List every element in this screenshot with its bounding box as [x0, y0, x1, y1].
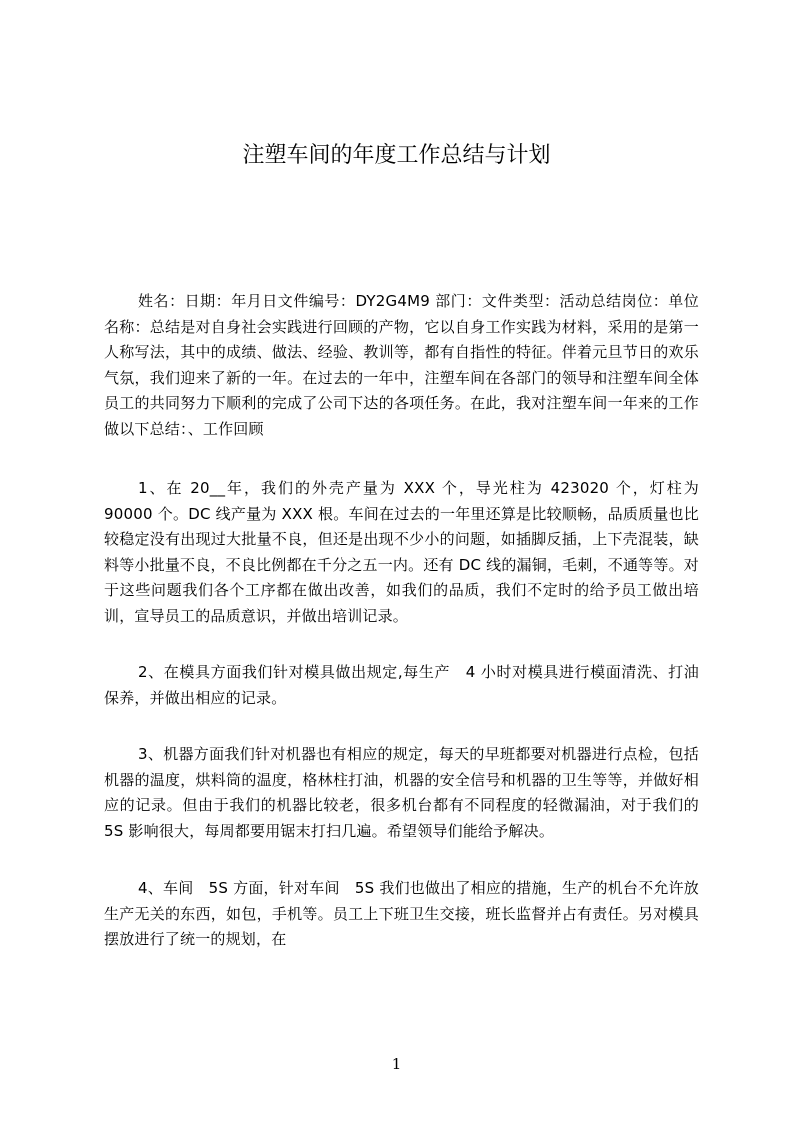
document-title: 注塑车间的年度工作总结与计划: [242, 143, 551, 168]
paragraph-item-3: 3、机器方面我们针对机器也有相应的规定，每天的早班都要对机器进行点检，包括机器的温度，烘料筒的温度，格林柱打油，机器的安全信号和机器的卫生等等，并做好相应的记录。但由于我们的机器比较老，很多机台都有不同程度的轻微漏油，对于我们的 5S 影响很大，每周都要用锯末打扫几遍。希望领导们能给予解决。: [104, 745, 699, 840]
paragraph-item-4: 4、车间 5S 方面，针对车间 5S 我们也做出了相应的措施，生产的机台不允许放生产无关的东西，如包，手机等。员工上下班卫生交接，班长监督并占有责任。另对模具摆放进行了统一的规划，在: [104, 879, 699, 948]
page-number: 1: [391, 1055, 402, 1073]
paragraph-item-2: 2、在模具方面我们针对模具做出规定,每生产 4 小时对模具进行模面清洗、打油保养，并做出相应的记录。: [104, 663, 699, 707]
paragraph-intro: 姓名：日期：年月日文件编号：DY2G4M9 部门：文件类型：活动总结岗位：单位名称：总结是对自身社会实践进行回顾的产物，它以自身工作实践为材料，采用的是第一人称写法，其中的成绩、做法、经验、教训等，都有自指性的特征。伴着元旦节日的欢乐气氛，我们迎来了新的一年。在过去的一年中，注塑车间在各部门的领导和注塑车间全体员工的共同努力下顺利的完成了公司下达的各项任务。在此，我对注塑车间一年来的工作做以下总结：、工作回顾: [104, 292, 699, 438]
paragraph-item-1: 1、在 20__年，我们的外壳产量为 XXX 个，导光柱为 423020 个，灯柱为 90000 个。DC 线产量为 XXX 根。车间在过去的一年里还算是比较顺畅，品质质量也比较稳定没有出现过大批量不良，但还是出现不少小的问题，如插脚反插，上下壳混装，缺料等小批量不良，不良比例都在千分之五一内。还有 DC 线的漏铜，毛刺，不通等等。对于这些问题我们各个工序都在做出改善，如我们的品质，我们不定时的给予员工做出培训，宣导员工的品质意识，并做出培训记录。: [104, 479, 699, 625]
